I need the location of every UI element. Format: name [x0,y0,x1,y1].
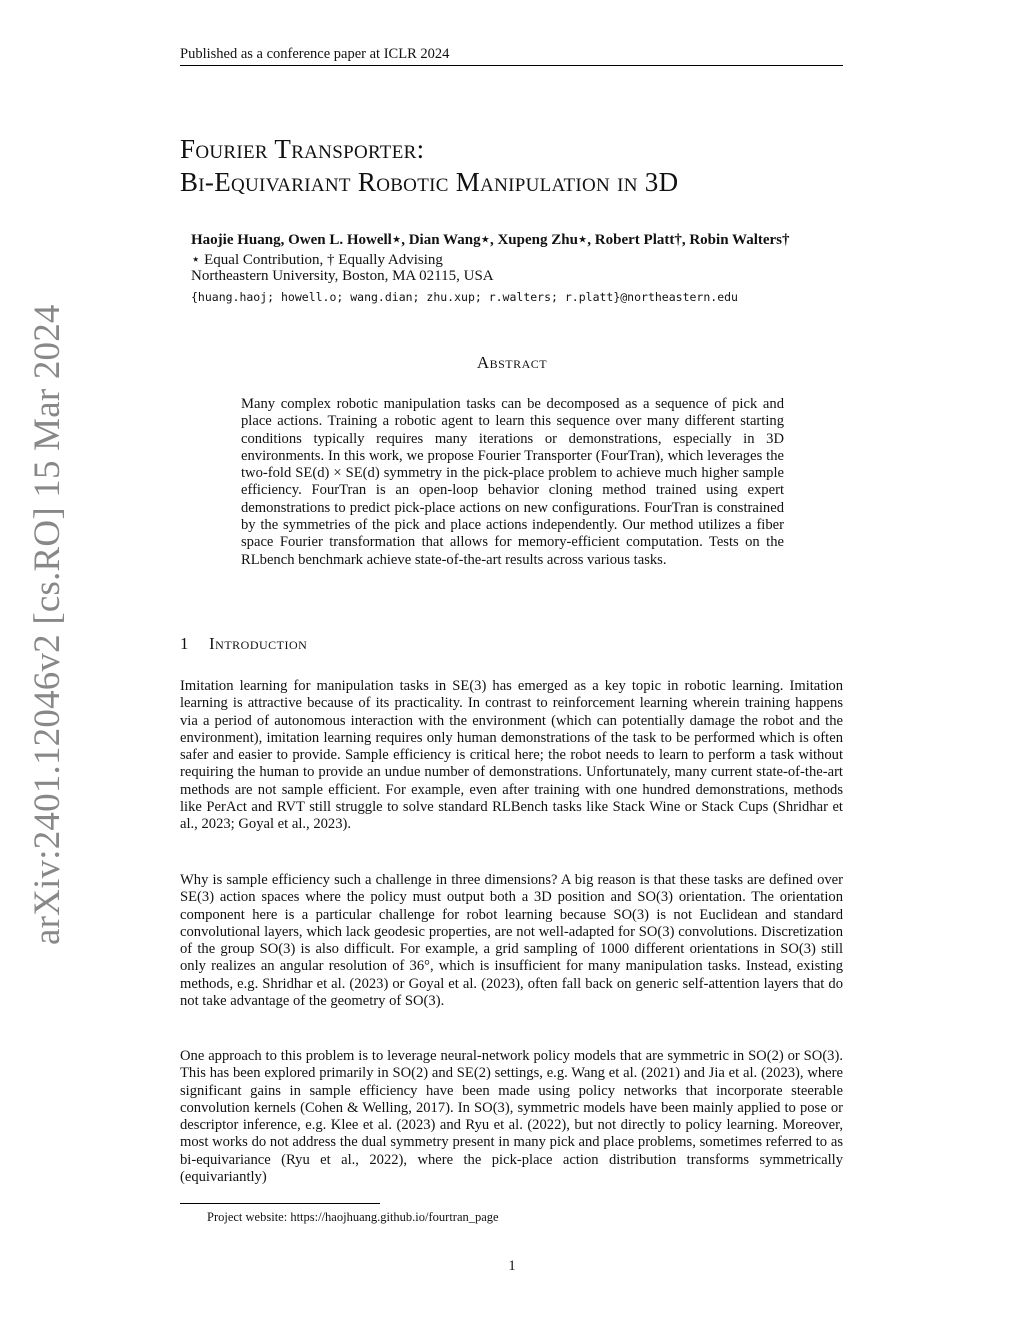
footnote-rule [180,1203,380,1204]
intro-paragraph-3: One approach to this problem is to leverage neural-network policy models that are symmetric in SO(2) or SO(3). This has been explored primarily in SO(2) and SE(2) settings, e.g. Wang et al. (2021) and Jia et al. (2023), where significant gains in sample efficiency have been made using policy networks that incorporate steerable convolution kernels (Cohen & Welling, 2017). In SO(3), symmetric models have been mainly applied to pose or descriptor inference, e.g. Klee et al. (2023) and Ryu et al. (2022), but not directly to policy learning. Moreover, most works do not address the dual symmetry present in many pick and place problems, sometimes referred to as bi-equivariance (Ryu et al., 2022), where the pick-place action distribution transforms symmetrically (equivariantly) [180,1048,843,1186]
contribution-note: ⋆ Equal Contribution, † Equally Advising [191,252,443,268]
section-title: Introduction [209,634,308,653]
intro-paragraph-2: Why is sample efficiency such a challenge in three dimensions? A big reason is that these tasks are defined over SE(3) action spaces where the policy must output both a 3D position and SO(3) orientation. The orientation component here is a particular challenge for robot learning because SO(3) is not Euclidean and standard convolutional layers, which lack geodesic properties, are not well-adapted for SO(3) convolutions. Discretization of the group SO(3) is also difficult. For example, a grid sampling of 1000 different orientations in SO(3) still only realizes an angular resolution of 36°, which is insufficient for many manipulation tasks. Instead, existing methods, e.g. Shridhar et al. (2023) or Goyal et al. (2023), often fall back on generic self-attention layers that do not take advantage of the geometry of SO(3). [180,872,843,1010]
author-emails: {huang.haoj; howell.o; wang.dian; zhu.xup; r.walters; r.platt}@northeastern.edu [191,290,738,304]
intro-paragraph-1: Imitation learning for manipulation tasks in SE(3) has emerged as a key topic in robotic learning. Imitation learning is attractive because of its practicality. In contrast to reinforcement learning wherein training happens via a period of autonomous interaction with the environment (which can potentially damage the robot and the environment), imitation learning requires only human demonstrations of the task to be performed which is often safer and easier to provide. Sample efficiency is critical here; the robot needs to learn to perform a task without requiring the human to provide an undue number of demonstrations. Unfortunately, many current state-of-the-art methods are not sample efficient. For example, even after training with one hundred demonstrations, methods like PerAct and RVT still struggle to solve standard RLBench tasks like Stack Wine or Stack Cups (Shridhar et al., 2023; Goyal et al., 2023). [180,678,843,833]
title-line-1: Fourier Transporter: [180,134,425,164]
page-number: 1 [508,1258,516,1274]
running-header: Published as a conference paper at ICLR 2024 [180,46,450,62]
section-heading [180,634,307,654]
title-line-2: Bi-Equivariant Robotic Manipulation in 3D [180,167,679,197]
author-list: Haojie Huang, Owen L. Howell⋆, Dian Wang⋆, Xupeng Zhu⋆, Robert Platt†, Robin Walters† [191,232,790,248]
abstract-heading: Abstract [476,353,548,372]
abstract-body: Many complex robotic manipulation tasks can be decomposed as a sequence of pick and place actions. Training a robotic agent to learn this sequence over many different starting conditions typically requires many iterations or demonstrations, especially in 3D environments. In this work, we propose Fourier Transporter (FourTran), which leverages the two-fold SE(d) × SE(d) symmetry in the pick-place problem to achieve much higher sample efficiency. FourTran is an open-loop behavior cloning method trained using expert demonstrations to predict pick-place actions on new configurations. FourTran is constrained by the symmetries of the pick and place actions independently. Our method utilizes a fiber space Fourier transformation that allows for memory-efficient computation. Tests on the RLbench benchmark achieve state-of-the-art results across various tasks. [241,396,784,568]
header-rule [180,65,843,66]
section-number: 1 [180,634,189,653]
paper-title [180,133,678,199]
footnote: Project website: https://haojhuang.github.io/fourtran_page [207,1210,499,1224]
affiliation: Northeastern University, Boston, MA 02115, USA [191,268,494,284]
arxiv-stamp: arXiv:2401.12046v2 [cs.RO] 15 Mar 2024 [27,304,68,945]
